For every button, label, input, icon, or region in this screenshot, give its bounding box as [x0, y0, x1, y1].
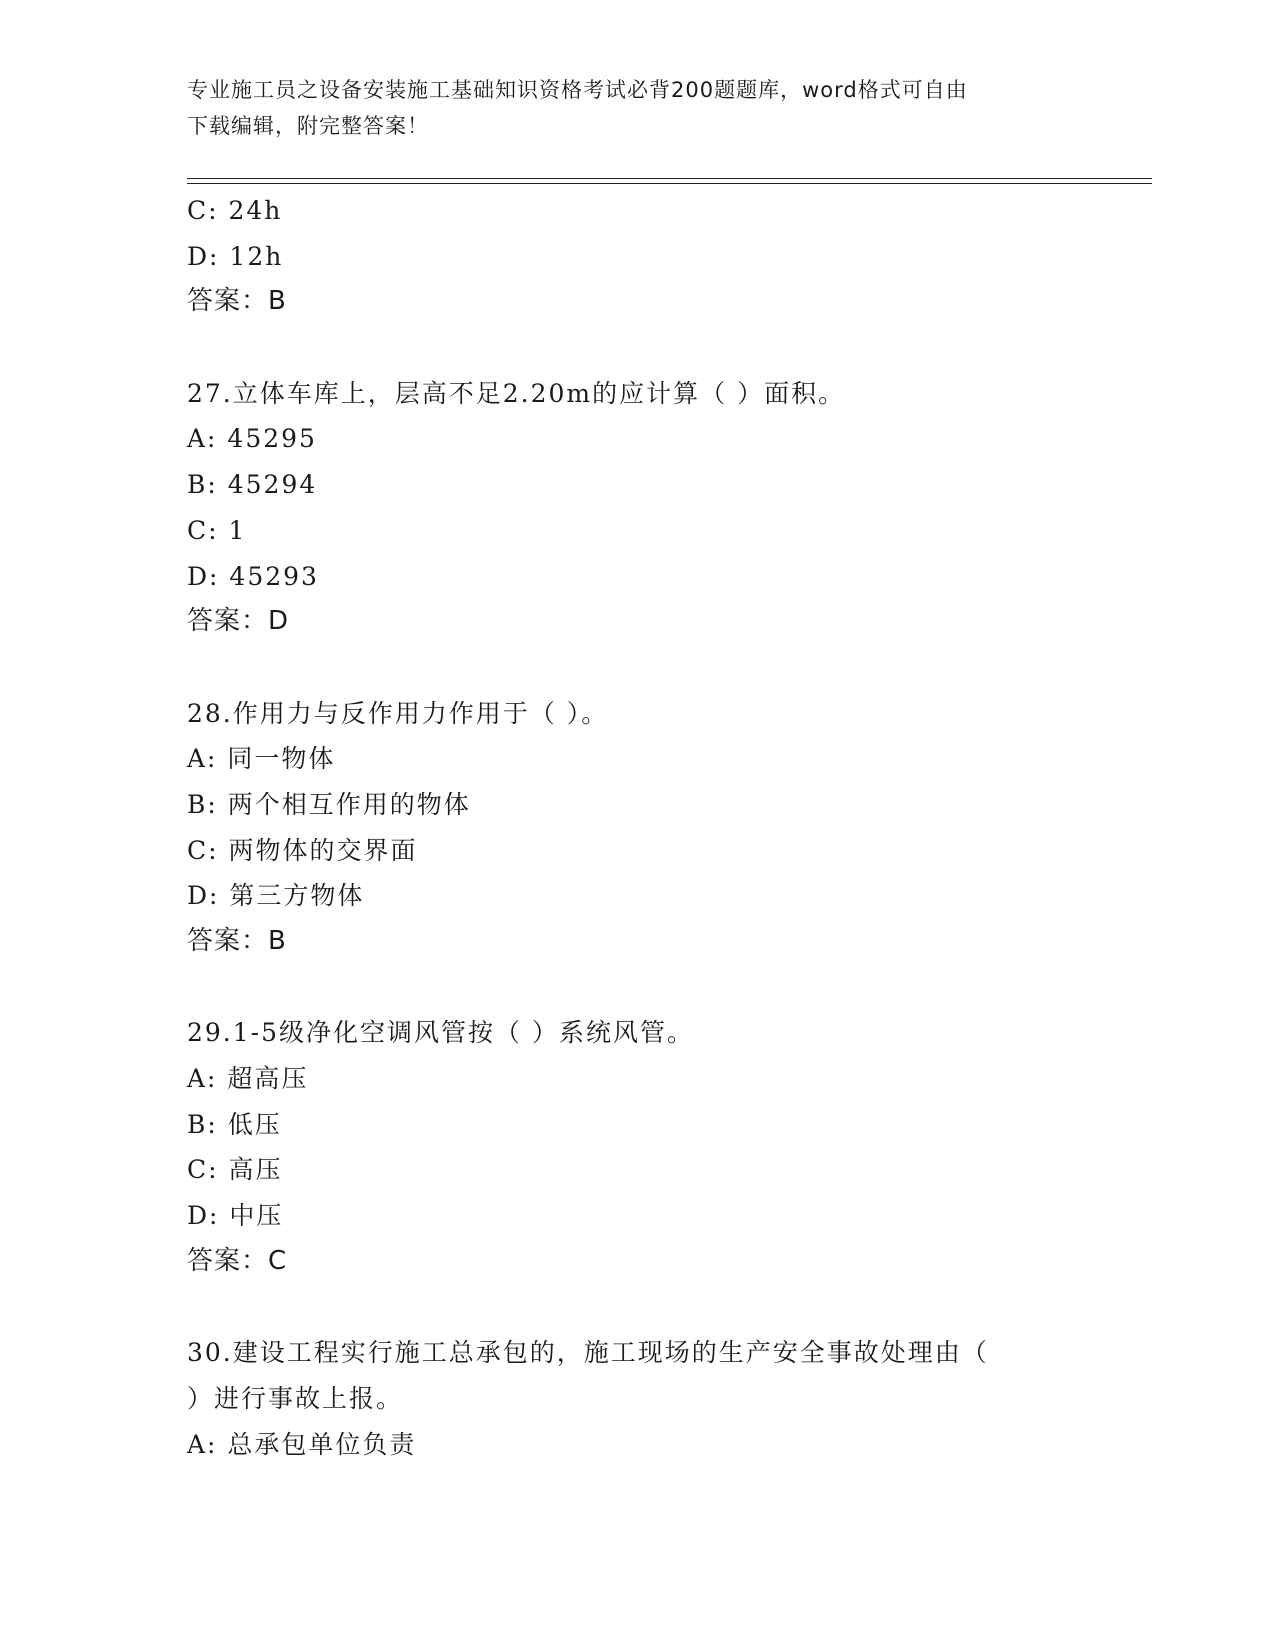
block-spacer: [187, 325, 1087, 371]
question-line: C: 1: [187, 515, 247, 545]
question-line: C: 24h: [187, 196, 283, 225]
question-text: 27.立体车库上，层高不足2.20m的应计算（ ）面积。: [187, 378, 846, 408]
question-text: 30.建设工程实行施工总承包的，施工现场的生产安全事故处理由（: [187, 1338, 989, 1368]
question-text: 28.作用力与反作用力作用于（ ）。: [187, 698, 609, 728]
header-line-2: 下载编辑，附完整答案！: [187, 114, 429, 138]
question-line: A: 同一物体: [187, 744, 336, 774]
question-block: [187, 1330, 1087, 1467]
question-line: B: 低压: [187, 1109, 282, 1139]
answer-line: 答案：B: [187, 286, 287, 317]
question-line: C: 高压: [187, 1155, 283, 1185]
question-block: [187, 188, 1087, 371]
header-line-1: 专业施工员之设备安装施工基础知识资格考试必背200题题库，word格式可自由: [187, 78, 968, 102]
question-text: 29.1-5级净化空调风管按（ ）系统风管。: [187, 1018, 694, 1048]
answer-line: 答案：D: [187, 606, 290, 637]
question-block: [187, 691, 1087, 1011]
question-line: A: 总承包单位负责: [187, 1429, 417, 1459]
question-line: B: 45294: [187, 470, 318, 500]
question-content: [187, 188, 1087, 1467]
answer-line: 答案：C: [187, 1245, 288, 1276]
question-block: [187, 1010, 1087, 1330]
question-line: B: 两个相互作用的物体: [187, 789, 471, 819]
question-line: D: 12h: [187, 241, 284, 271]
question-line: C: 两物体的交界面: [187, 835, 418, 865]
question-line: ）进行事故上报。: [187, 1383, 404, 1413]
header-rule-top: [187, 178, 1152, 179]
block-spacer: [187, 965, 1087, 1011]
block-spacer: [187, 645, 1087, 691]
question-line: D: 第三方物体: [187, 881, 365, 911]
header-rule-bottom: [187, 183, 1152, 184]
question-line: A: 45295: [187, 424, 317, 454]
question-line: D: 45293: [187, 561, 319, 591]
document-header: [187, 72, 1087, 144]
answer-line: 答案：B: [187, 926, 287, 956]
question-line: D: 中压: [187, 1201, 284, 1231]
block-spacer: [187, 1285, 1087, 1331]
question-line: A: 超高压: [187, 1064, 309, 1094]
question-block: [187, 371, 1087, 691]
